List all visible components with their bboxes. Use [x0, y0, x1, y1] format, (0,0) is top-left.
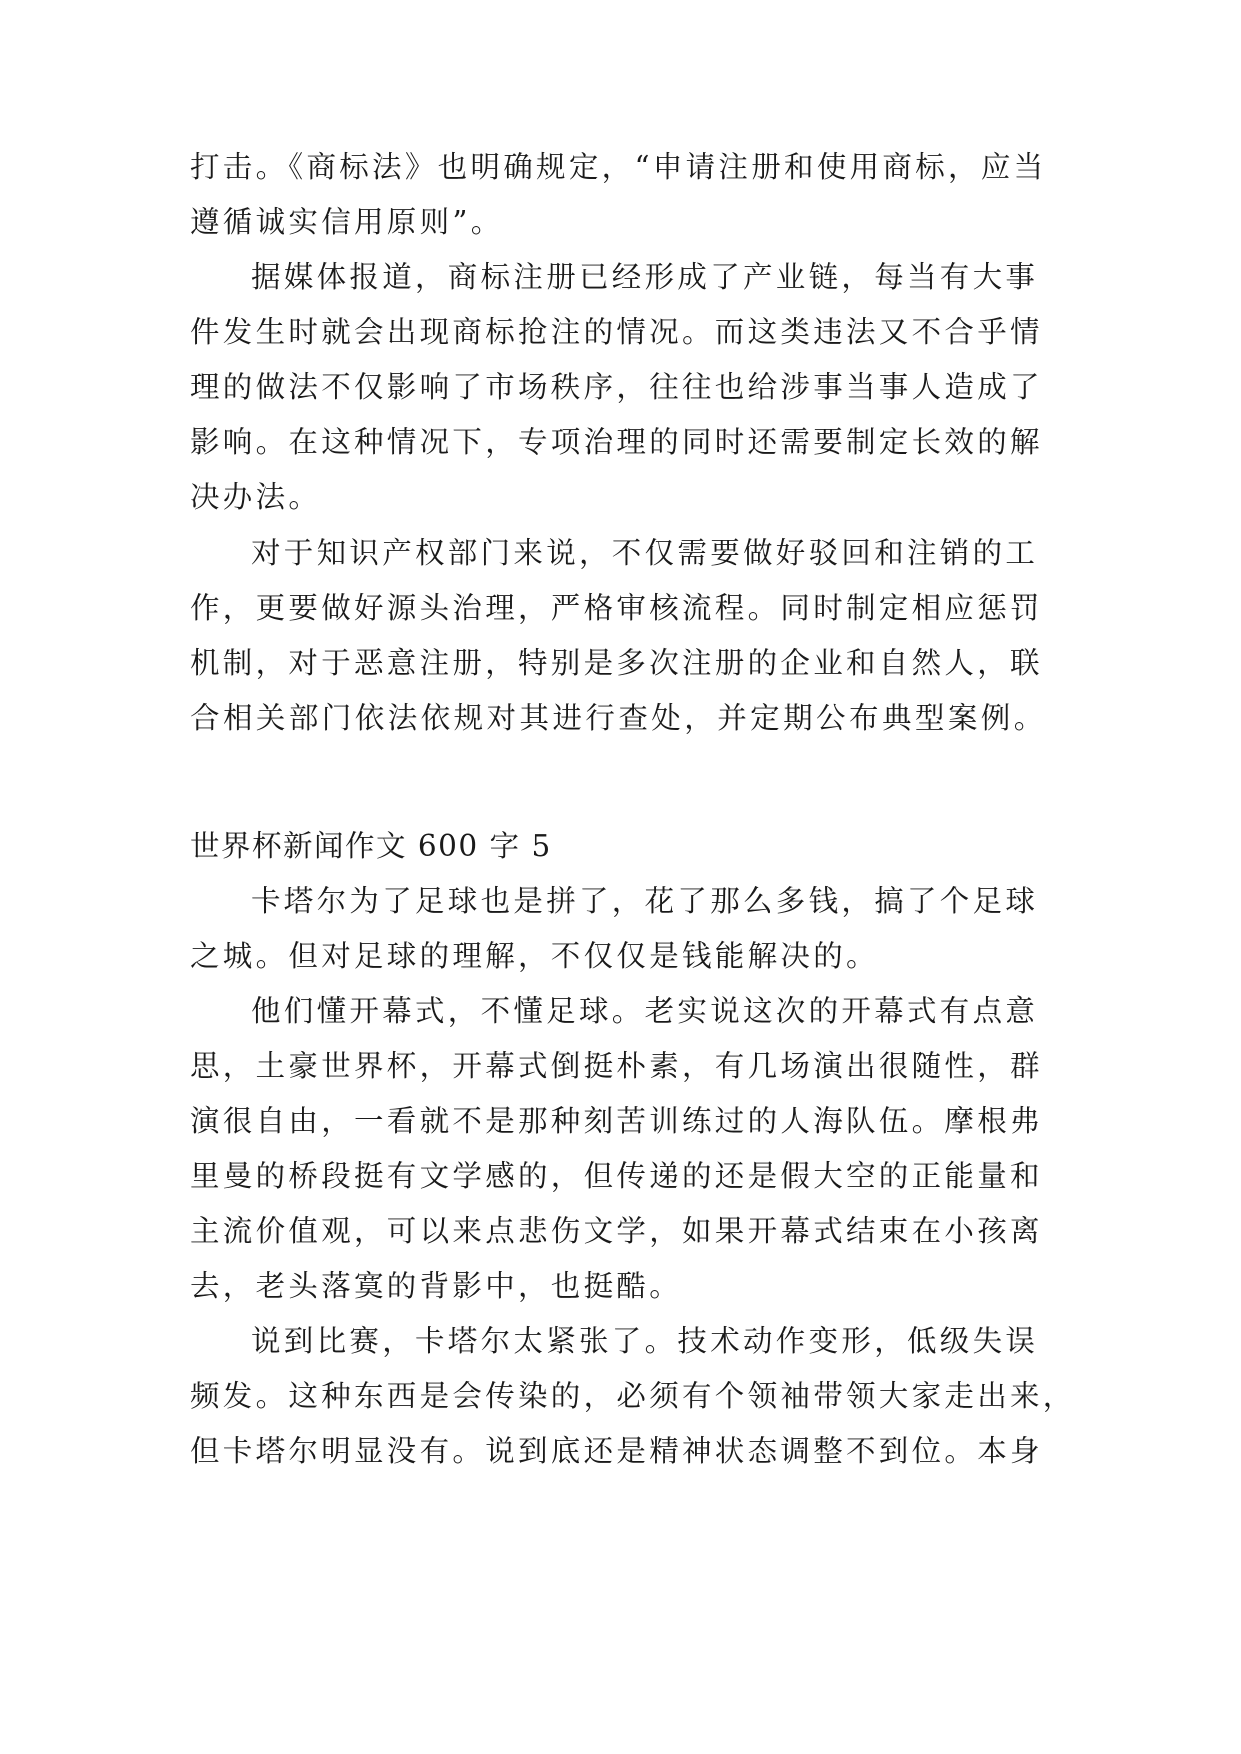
- paragraph-line: 遵循诚实信用原则”。: [190, 205, 504, 239]
- paragraph-line: 但卡塔尔明显没有。说到底还是精神状态调整不到位。本身: [190, 1434, 1043, 1468]
- paragraph-line: 频发。这种东西是会传染的，必须有个领袖带领大家走出来，: [190, 1379, 1076, 1413]
- paragraph-line: 件发生时就会出现商标抢注的情况。而这类违法又不合乎情: [190, 315, 1043, 349]
- paragraph-line: 打击。《商标法》也明确规定，“申请注册和使用商标，应当: [190, 150, 1047, 184]
- paragraph-line: 他们懂开幕式，不懂足球。老实说这次的开幕式有点意: [251, 994, 1039, 1028]
- paragraph-line: 演很自由，一看就不是那种刻苦训练过的人海队伍。摩根弗: [190, 1104, 1043, 1138]
- paragraph-line: 主流价值观，可以来点悲伤文学，如果开幕式结束在小孩离: [190, 1214, 1043, 1248]
- paragraph-line: 对于知识产权部门来说，不仅需要做好驳回和注销的工: [251, 536, 1039, 570]
- section-heading: 世界杯新闻作文 600 字 5: [190, 829, 552, 863]
- paragraph-line: 合相关部门依法依规对其进行查处，并定期公布典型案例。: [190, 701, 1047, 735]
- paragraph-line: 说到比赛，卡塔尔太紧张了。技术动作变形，低级失误: [251, 1324, 1039, 1358]
- paragraph-line: 影响。在这种情况下，专项治理的同时还需要制定长效的解: [190, 425, 1043, 459]
- paragraph-line: 作，更要做好源头治理，严格审核流程。同时制定相应惩罚: [190, 591, 1043, 625]
- paragraph-line: 去，老头落寞的背影中，也挺酷。: [190, 1269, 683, 1303]
- paragraph-line: 里曼的桥段挺有文学感的，但传递的还是假大空的正能量和: [190, 1159, 1043, 1193]
- paragraph-line: 之城。但对足球的理解，不仅仅是钱能解决的。: [190, 939, 879, 973]
- paragraph-line: 据媒体报道，商标注册已经形成了产业链，每当有大事: [251, 260, 1039, 294]
- paragraph-line: 机制，对于恶意注册，特别是多次注册的企业和自然人，联: [190, 646, 1043, 680]
- paragraph-line: 决办法。: [190, 480, 322, 514]
- paragraph-line: 理的做法不仅影响了市场秩序，往往也给涉事当事人造成了: [190, 370, 1043, 404]
- paragraph-line: 卡塔尔为了足球也是拼了，花了那么多钱，搞了个足球: [251, 884, 1039, 918]
- paragraph-line: 思，土豪世界杯，开幕式倒挺朴素，有几场演出很随性，群: [190, 1049, 1043, 1083]
